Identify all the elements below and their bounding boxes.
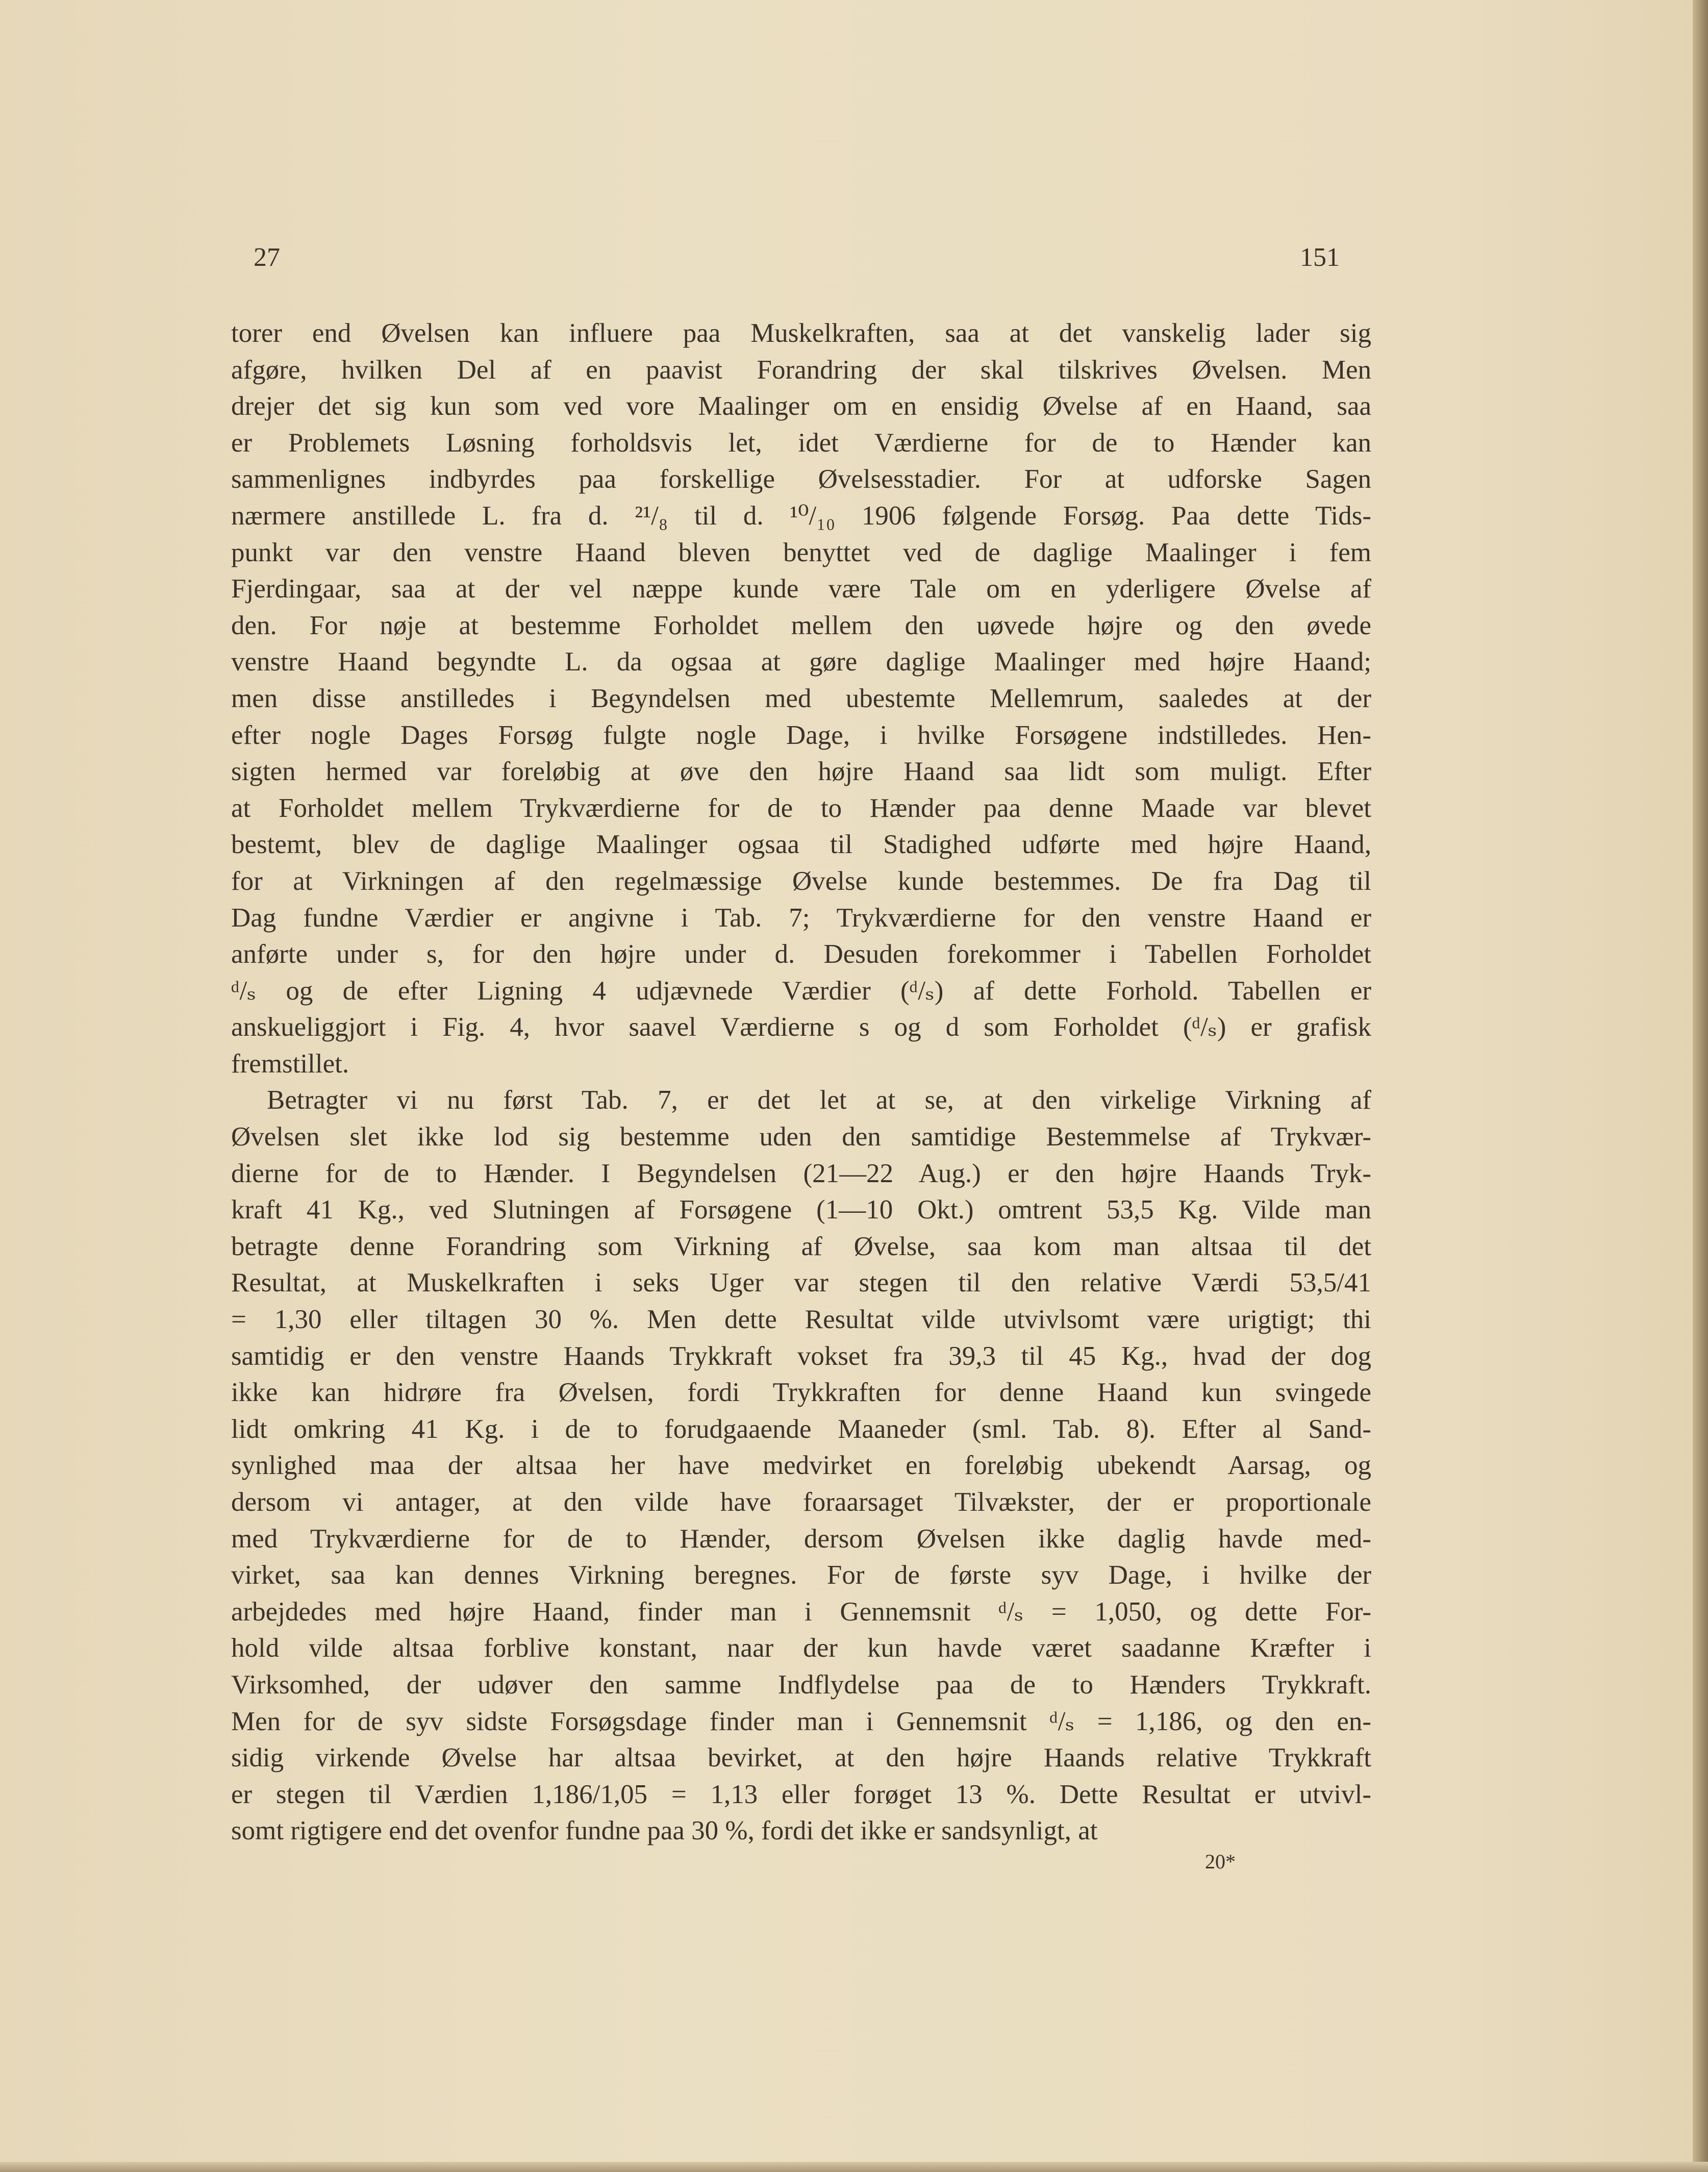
text-line: hold vilde altsaa forblive konstant, naar der kun havde været saadanne Kræfter i — [231, 1633, 1371, 1663]
text-line: Dag fundne Værdier er angivne i Tab. 7; Trykværdierne for den venstre Haand er — [231, 903, 1371, 933]
text-line: ᵈ/ₛ og de efter Ligning 4 udjævnede Værdier (ᵈ/ₛ) af dette Forhold. Tabellen er — [231, 976, 1371, 1006]
text-line: = 1,30 eller tiltagen 30 %. Men dette Resultat vilde utvivlsomt være urigtigt; thi — [231, 1305, 1371, 1335]
text-line: for at Virkningen af den regelmæssige Øvelse kunde bestemmes. De fra Dag til — [231, 866, 1371, 896]
right-page-number: 151 — [1300, 243, 1340, 272]
text-line: somt rigtigere end det ovenfor fundne paa 30 %, fordi det ikke er sandsynligt, at — [231, 1816, 1098, 1846]
text-line: anskueliggjort i Fig. 4, hvor saavel Værdierne s og d som Forholdet (ᵈ/ₛ) er grafisk — [231, 1012, 1371, 1042]
paragraph — [231, 315, 1371, 1082]
text-line: drejer det sig kun som ved vore Maalinger om en ensidig Øvelse af en Haand, saa — [231, 391, 1371, 421]
text-line: Virksomhed, der udøver den samme Indflydelse paa de to Hænders Trykkraft. — [231, 1669, 1371, 1700]
text-line: Betragter vi nu først Tab. 7, er det let at se, at den virkelige Virkning af — [267, 1085, 1371, 1115]
text-line: betragte denne Forandring som Virkning af Øvelse, saa kom man altsaa til det — [231, 1231, 1371, 1261]
text-line: ikke kan hidrøre fra Øvelsen, fordi Trykkraften for denne Haand kun svingede — [231, 1378, 1371, 1408]
text-line: nærmere anstillede L. fra d. ²¹/₈ til d. ¹⁰/₁₀ 1906 følgende Forsøg. Paa dette Tids- — [231, 501, 1371, 531]
text-line: virket, saa kan dennes Virkning beregnes. For de første syv Dage, i hvilke der — [231, 1560, 1371, 1590]
text-line: afgøre, hvilken Del af en paavist Forandring der skal tilskrives Øvelsen. Men — [231, 355, 1371, 385]
text-line: fremstillet. — [231, 1048, 349, 1079]
text-line: den. For nøje at bestemme Forholdet mellem den uøvede højre og den øvede — [231, 610, 1371, 640]
text-line: Øvelsen slet ikke lod sig bestemme uden den samtidige Bestemmelse af Trykvær- — [231, 1122, 1371, 1152]
paragraph — [231, 1082, 1371, 1849]
text-line: sidig virkende Øvelse har altsaa bevirket, at den højre Haands relative Trykkraft — [231, 1743, 1371, 1773]
text-line: samtidig er den venstre Haands Trykkraft vokset fra 39,3 til 45 Kg., hvad der dog — [231, 1341, 1371, 1371]
text-line: at Forholdet mellem Trykværdierne for de to Hænder paa denne Maade var blevet — [231, 793, 1371, 823]
text-line: Fjerdingaar, saa at der vel næppe kunde være Tale om en yderligere Øvelse af — [231, 574, 1371, 604]
signature-mark: 20* — [1205, 1850, 1236, 1873]
text-line: er stegen til Værdien 1,186/1,05 = 1,13 eller forøget 13 %. Dette Resultat er utvivl- — [231, 1779, 1371, 1809]
left-page-number: 27 — [254, 243, 280, 272]
text-line: dersom vi antager, at den vilde have foraarsaget Tilvækster, der er proportionale — [231, 1487, 1371, 1517]
page-edge — [1693, 0, 1708, 2172]
text-line: arbejdedes med højre Haand, finder man i Gennemsnit ᵈ/ₛ = 1,050, og dette For- — [231, 1596, 1371, 1627]
text-line: er Problemets Løsning forholdsvis let, idet Værdierne for de to Hænder kan — [231, 428, 1371, 458]
text-line: med Trykværdierne for de to Hænder, dersom Øvelsen ikke daglig havde med- — [231, 1524, 1371, 1554]
text-line: torer end Øvelsen kan influere paa Muskelkraften, saa at det vanskelig lader sig — [231, 318, 1371, 348]
text-line: Men for de syv sidste Forsøgsdage finder man i Gennemsnit ᵈ/ₛ = 1,186, og den en- — [231, 1706, 1371, 1736]
text-line: punkt var den venstre Haand bleven benyttet ved de daglige Maalinger i fem — [231, 537, 1371, 567]
text-line: bestemt, blev de daglige Maalinger ogsaa til Stadighed udførte med højre Haand, — [231, 830, 1371, 860]
text-line: men disse anstilledes i Begyndelsen med ubestemte Mellemrum, saaledes at der — [231, 683, 1371, 713]
text-line: synlighed maa der altsaa her have medvirket en foreløbig ubekendt Aarsag, og — [231, 1451, 1371, 1481]
text-line: lidt omkring 41 Kg. i de to forudgaaende Maaneder (sml. Tab. 8). Efter al Sand- — [231, 1414, 1371, 1444]
text-line: sammenlignes indbyrdes paa forskellige Øvelsesstadier. For at udforske Sagen — [231, 464, 1371, 494]
text-line: sigten hermed var foreløbig at øve den højre Haand saa lidt som muligt. Efter — [231, 757, 1371, 787]
page-bottom-edge — [0, 2162, 1708, 2172]
text-line: dierne for de to Hænder. I Begyndelsen (21—22 Aug.) er den højre Haands Tryk- — [231, 1158, 1371, 1188]
text-line: efter nogle Dages Forsøg fulgte nogle Dage, i hvilke Forsøgene indstilledes. Hen- — [231, 720, 1371, 750]
text-line: anførte under s, for den højre under d. Desuden forekommer i Tabellen Forholdet — [231, 939, 1371, 969]
text-line: venstre Haand begyndte L. da ogsaa at gøre daglige Maalinger med højre Haand; — [231, 647, 1371, 677]
text-line: kraft 41 Kg., ved Slutningen af Forsøgene (1—10 Okt.) omtrent 53,5 Kg. Vilde man — [231, 1195, 1371, 1225]
text-line: Resultat, at Muskelkraften i seks Uger var stegen til den relative Værdi 53,5/41 — [231, 1268, 1371, 1298]
body-text — [231, 315, 1371, 1850]
